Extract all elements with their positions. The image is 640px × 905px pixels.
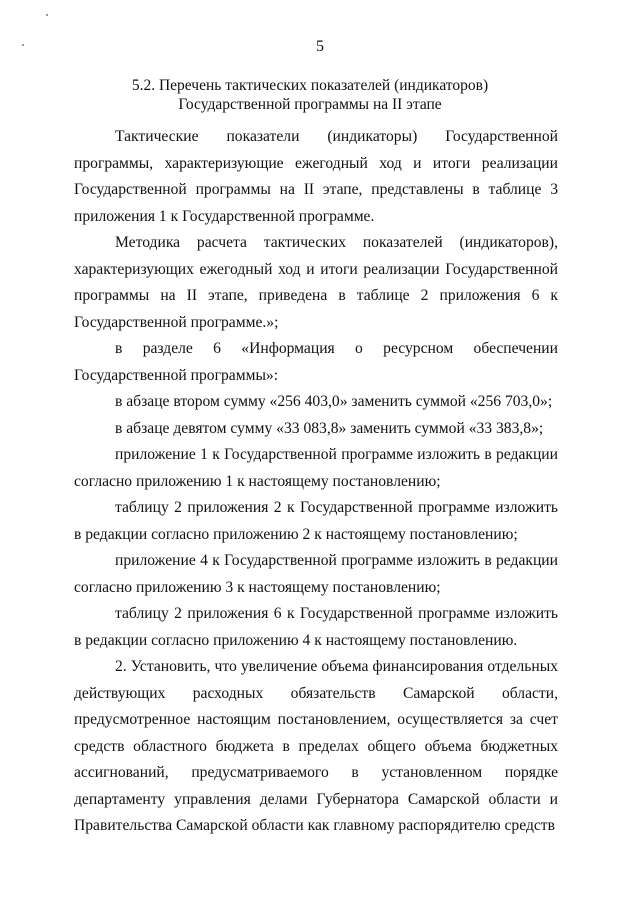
- section-heading-line-2: Государственной программы на II этапе: [178, 96, 442, 113]
- paragraph-3: в разделе 6 «Информация о ресурсном обеспечении Государственной программы»:: [74, 340, 558, 384]
- paragraph-10: 2. Установить, что увеличение объема финансирования отдельных действующих расходных обязательств Самарской области, предусмотренное настоящим постановлением, осуществляется за счет средств областного бюджета в пределах общего объема бюджетных ассигнований, предусматриваемого в установленном порядке департаменту управления делами Губернатора Самарской области и Правительства Самарской области как главному распорядителю средств: [74, 658, 558, 834]
- page-number: 5: [316, 38, 324, 55]
- body-text: [74, 124, 558, 840]
- paragraph-1: Тактические показатели (индикаторы) Государственной программы, характеризующие ежегодный ход и итоги реализации Государственной программы на II этапе, представлены в таблице 3 приложения 1 к Государственной программе.: [74, 128, 558, 225]
- paragraph-9: таблицу 2 приложения 6 к Государственной программе изложить в редакции согласно приложению 4 к настоящему постановлению.: [74, 605, 558, 649]
- paragraph-8: приложение 4 к Государственной программе изложить в редакции согласно приложению 3 к настоящему постановлению;: [74, 552, 558, 596]
- paragraph-5: в абзаце девятом сумму «33 083,8» заменить суммой «33 383,8»;: [115, 419, 544, 437]
- paragraph-7: таблицу 2 приложения 2 к Государственной программе изложить в редакции согласно приложению 2 к настоящему постановлению;: [74, 499, 558, 543]
- paragraph-2: Методика расчета тактических показателей (индикаторов), характеризующих ежегодный ход и итоги реализации Государственной программы на II этапе, приведена в таблице 2 приложения 6 к Государственной программе.»;: [74, 234, 558, 331]
- paragraph-4: в абзаце втором сумму «256 403,0» заменить суммой «256 703,0»;: [115, 393, 553, 410]
- section-heading: [120, 76, 500, 114]
- scan-speck: [46, 14, 48, 16]
- section-heading-line-1: 5.2. Перечень тактических показателей (индикаторов): [131, 77, 489, 94]
- paragraph-6: приложение 1 к Государственной программе изложить в редакции согласно приложению 1 к настоящему постановлению;: [74, 446, 558, 490]
